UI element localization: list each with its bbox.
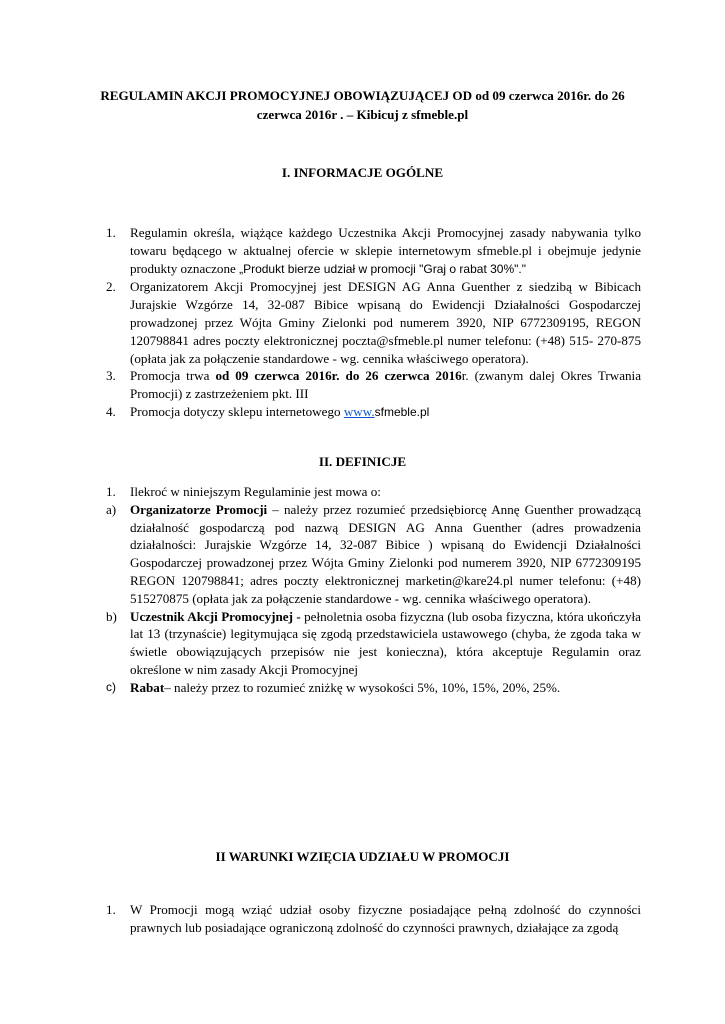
list-marker: 4. bbox=[106, 403, 116, 419]
list-marker: b) bbox=[106, 608, 117, 624]
list-item bbox=[106, 901, 641, 937]
definition-text: – należy przez to rozumieć zniżkę w wysokości 5%, 10%, 15%, 20%, 25%. bbox=[164, 679, 561, 695]
definition-item bbox=[106, 501, 641, 608]
list-marker: 3. bbox=[106, 368, 116, 384]
list-marker: 2. bbox=[106, 279, 116, 295]
list-marker: 1. bbox=[106, 225, 116, 240]
definition-text: pełnoletnia osoba fizyczna (lub osoba fizyczna, która ukończyła lat 13 (trzynaście) legitymująca się zgodą przedstawiciela ustawowego (chyba, że zgoda taka w świetle obowiązujących przepisów nie jest konieczna), która akceptuje Regulamin oraz określone w nim zasady Akcji Promocyjnej bbox=[130, 608, 641, 677]
section-1-heading: I. INFORMACJE OGÓLNE bbox=[281, 165, 444, 180]
definition-item bbox=[106, 608, 641, 679]
list-marker: 1. bbox=[106, 484, 116, 499]
item-text-bold: od 09 czerwca 2016r. do 26 czerwca 2016 bbox=[215, 368, 462, 384]
title-line-2: czerwca 2016r . – Kibicuj z sfmeble.pl bbox=[256, 107, 469, 122]
section-2-list bbox=[106, 483, 641, 697]
section-2-heading: II. DEFINICJE bbox=[318, 454, 407, 469]
title-line-1: REGULAMIN AKCJI PROMOCYJNEJ OBOWIĄZUJĄCEJ OD od 09 czerwca 2016r. do 26 bbox=[100, 88, 625, 103]
item-text: W Promocji mogą wziąć udział osoby fizyczne posiadające pełną zdolność do czynności prawnych lub posiadające ograniczoną zdolność do czynności prawnych, działające za zgodą bbox=[130, 902, 641, 935]
list-marker: a) bbox=[106, 501, 117, 517]
document-title bbox=[80, 86, 645, 124]
item-text-after: r. (zwanym dalej Okres Trwania Promocji) z zastrzeżeniem pkt. III bbox=[130, 368, 642, 402]
definition-term: Uczestnik Akcji Promocyjnej - bbox=[130, 608, 301, 624]
definition-text: – należy przez rozumieć przedsiębiorcę Annę Guenther prowadzącą działalność gospodarczą pod nazwą DESIGN AG Anna Guenther (adres prowadzenia działalności: Jurajskie Wzgórze 14, 32-087 Bibice ) wpisaną do Ewidencji Działalności Gospodarczej prowadzonej przez Wójta Gminy Zielonki pod numerem 3920, NIP 6772309195 REGON 120798841; adres poczty elektronicznej marketin@kare24.pl numer telefonu: (+48) 515270875 (opłata jak za połączenie standardowe - wg. cennika właściwego operatora). bbox=[130, 501, 641, 606]
list-marker: c) bbox=[106, 679, 116, 694]
definition-term: Rabat bbox=[130, 679, 165, 695]
list-item bbox=[106, 278, 641, 367]
definition-term: Organizatorze Promocji bbox=[130, 501, 268, 517]
website-link[interactable]: www. bbox=[343, 403, 375, 419]
section-3-list bbox=[106, 901, 641, 937]
section-1-list bbox=[106, 224, 641, 422]
item-text: Organizatorem Akcji Promocyjnej jest DESIGN AG Anna Guenther z siedzibą w Bibicach Jurajskie Wzgórze 14, 32-087 Bibice wpisaną do Ewidencji Działalności Gospodarczej prowadzonej przez Wójta Gminy Zielonki pod numerem 3920, NIP 6772309195, REGON 120798841 adres poczty elektronicznej poczta@sfmeble.pl numer telefonu: (+48) 515- 270-875 (opłata jak za połączenie standardowe - wg. cennika właściwego operatora). bbox=[130, 279, 641, 366]
item-text: Ilekroć w niniejszym Regulaminie jest mowa o: bbox=[130, 484, 381, 499]
definition-item bbox=[106, 679, 641, 697]
item-text-sans: „Produkt bierze udział w promocji "Graj o rabat 30%"." bbox=[239, 261, 526, 276]
list-item bbox=[106, 367, 641, 403]
list-item bbox=[106, 224, 641, 278]
section-3-heading: II WARUNKI WZIĘCIA UDZIAŁU W PROMOCJI bbox=[215, 849, 510, 864]
item-text: Regulamin określa, wiążące każdego Uczestnika Akcji Promocyjnej zasady nabywania tylko towaru będącego w aktualnej ofercie w sklepie internetowym sfmeble.pl i obejmuje jedynie produkty oznaczone bbox=[130, 225, 641, 276]
item-text: Promocja trwa bbox=[130, 368, 216, 384]
website-domain: sfmeble.pl bbox=[374, 404, 430, 419]
list-item bbox=[106, 483, 641, 501]
list-item bbox=[106, 403, 641, 422]
item-text: Promocja dotyczy sklepu internetowego bbox=[130, 403, 344, 419]
list-marker: 1. bbox=[106, 902, 116, 917]
